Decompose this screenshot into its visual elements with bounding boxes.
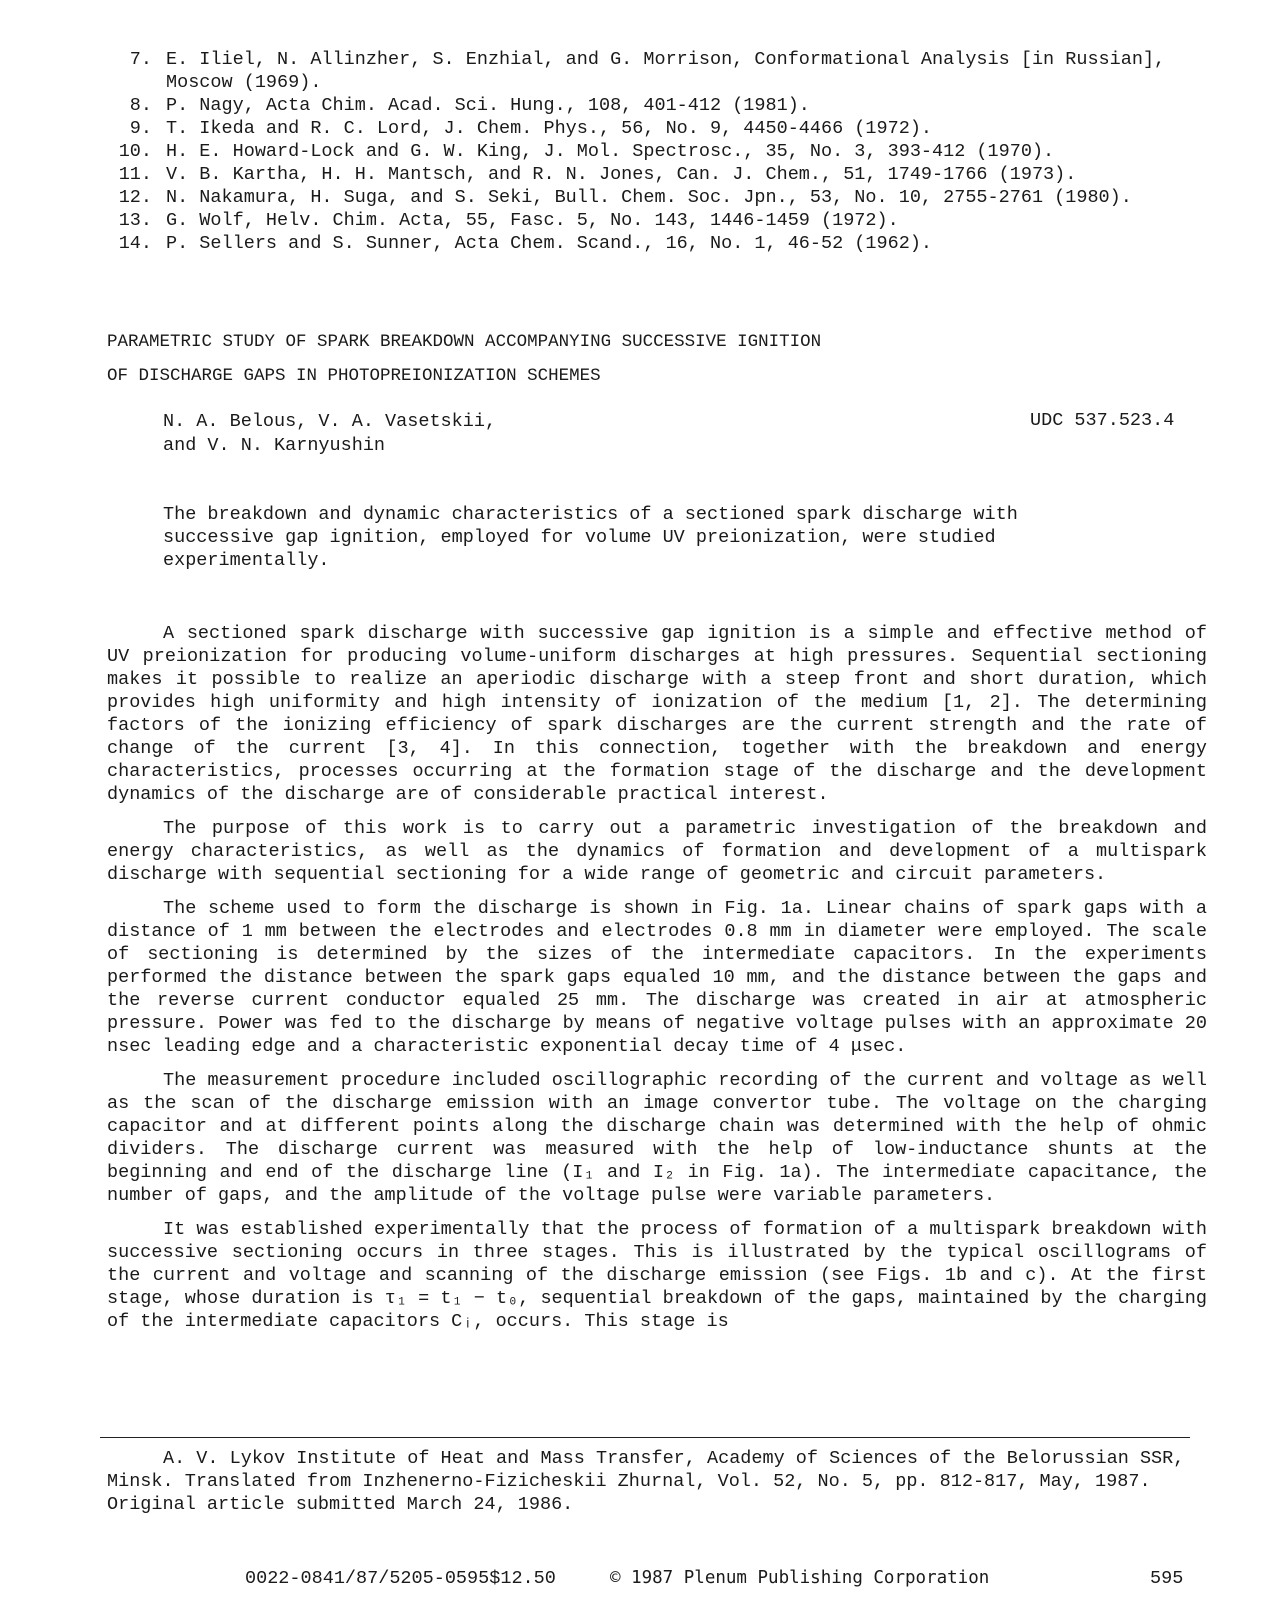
footnote-divider [100,1437,1190,1438]
reference-item: 12. N. Nakamura, H. Suga, and S. Seki, Bull. Chem. Soc. Jpn., 53, No. 10, 2755-2761 (1980). [118,187,1132,208]
article-body [107,622,1207,1344]
page-number: 595 [1150,1568,1184,1589]
footnote [107,1447,1207,1516]
footnote-text: A. V. Lykov Institute of Heat and Mass Transfer, Academy of Sciences of the Belorussian SSR, Minsk. Translated from Inzhenerno-Fizicheskii Zhurnal, Vol. 52, No. 5, pp. 812-817, May, 1987. Original article submitted March 24, 1986. [107,1448,1185,1515]
title-line: PARAMETRIC STUDY OF SPARK BREAKDOWN ACCOMPANYING SUCCESSIVE IGNITION [107,332,822,352]
reference-list [100,48,1210,255]
reference-item: 13. G. Wolf, Helv. Chim. Acta, 55, Fasc. 5, No. 143, 1446-1459 (1972). [118,210,899,231]
paragraph: The measurement procedure included oscillographic recording of the current and voltage as well as the scan of the discharge emission with an image convertor tube. The voltage on the charging capacitor and at different points along the discharge chain was determined with the help of ohmic dividers. The discharge current was measured with the help of low-inductance shunts at the beginning and end of the discharge line (I₁ and I₂ in Fig. 1a). The intermediate capacitance, the number of gaps, and the amplitude of the voltage pulse were variable parameters. [107,1070,1207,1206]
reference-item: 9. T. Ikeda and R. C. Lord, J. Chem. Phys., 56, No. 9, 4450-4466 (1972). [129,118,933,139]
paragraph: A sectioned spark discharge with successive gap ignition is a simple and effective method of UV preionization for producing volume-uniform discharges at high pressures. Sequential sectioning makes it possible to realize an aperiodic discharge with a steep front and short duration, which provides high uniformity and high intensity of ionization of the medium [1, 2]. The determining factors of the ionizing efficiency of spark discharges are the current strength and the rate of change of the current [3, 4]. In this connection, together with the breakdown and energy characteristics, processes occurring at the formation stage of the discharge and the development dynamics of the discharge are of considerable practical interest. [107,623,1207,805]
paragraph: It was established experimentally that the process of formation of a multispark breakdown with successive sectioning occurs in three stages. This is illustrated by the typical oscillograms of the current and voltage and scanning of the discharge emission (see Figs. 1b and c). At the first stage, whose duration is τ₁ = t₁ − t₀, sequential breakdown of the gaps, maintained by the charging of the intermediate capacitors Cᵢ, occurs. This stage is [107,1219,1207,1332]
title-line: OF DISCHARGE GAPS IN PHOTOPREIONIZATION SCHEMES [107,366,601,386]
reference-item: 8. P. Nagy, Acta Chim. Acad. Sci. Hung., 108, 401-412 (1981). [129,95,810,116]
reference-item: 7. E. Iliel, N. Allinzher, S. Enzhial, and G. Morrison, Conformational Analysis [in Russian], Moscow (1969). [129,49,1166,93]
authors [163,410,496,458]
copyright: © 1987 Plenum Publishing Corporation [610,1568,990,1588]
abstract: The breakdown and dynamic characteristics of a sectioned spark discharge with successive gap ignition, employed for volume UV preionization, were studied experimentally. [163,504,1018,571]
paragraph: The purpose of this work is to carry out a parametric investigation of the breakdown and energy characteristics, as well as the dynamics of formation and development of a multispark discharge with sequential sectioning for a wide range of geometric and circuit parameters. [107,818,1207,885]
reference-item: 14. P. Sellers and S. Sunner, Acta Chem. Scand., 16, No. 1, 46-52 (1962). [118,233,933,254]
paragraph: The scheme used to form the discharge is shown in Fig. 1a. Linear chains of spark gaps with a distance of 1 mm between the electrodes and electrodes 0.8 mm in diameter were employed. The scale of sectioning is determined by the sizes of the intermediate capacitors. In the experiments performed the distance between the spark gaps equaled 10 mm, and the distance between the gaps and the reverse current conductor equaled 25 mm. The discharge was created in air at atmospheric pressure. Power was fed to the discharge by means of negative voltage pulses with an approximate 20 nsec leading edge and a characteristic exponential decay time of 4 μsec. [107,898,1207,1057]
article-title [107,325,821,393]
udc-code: UDC 537.523.4 [1030,410,1175,431]
reference-item: 10. H. E. Howard-Lock and G. W. King, J. Mol. Spectrosc., 35, No. 3, 393-412 (1970). [118,141,1055,162]
authors-line: and V. N. Karnyushin [163,435,386,456]
article-code: 0022-0841/87/5205-0595$12.50 [245,1568,556,1589]
authors-line: N. A. Belous, V. A. Vasetskii, [163,411,497,432]
reference-item: 11. V. B. Kartha, H. H. Mantsch, and R. N. Jones, Can. J. Chem., 51, 1749-1766 (1973). [118,164,1077,185]
